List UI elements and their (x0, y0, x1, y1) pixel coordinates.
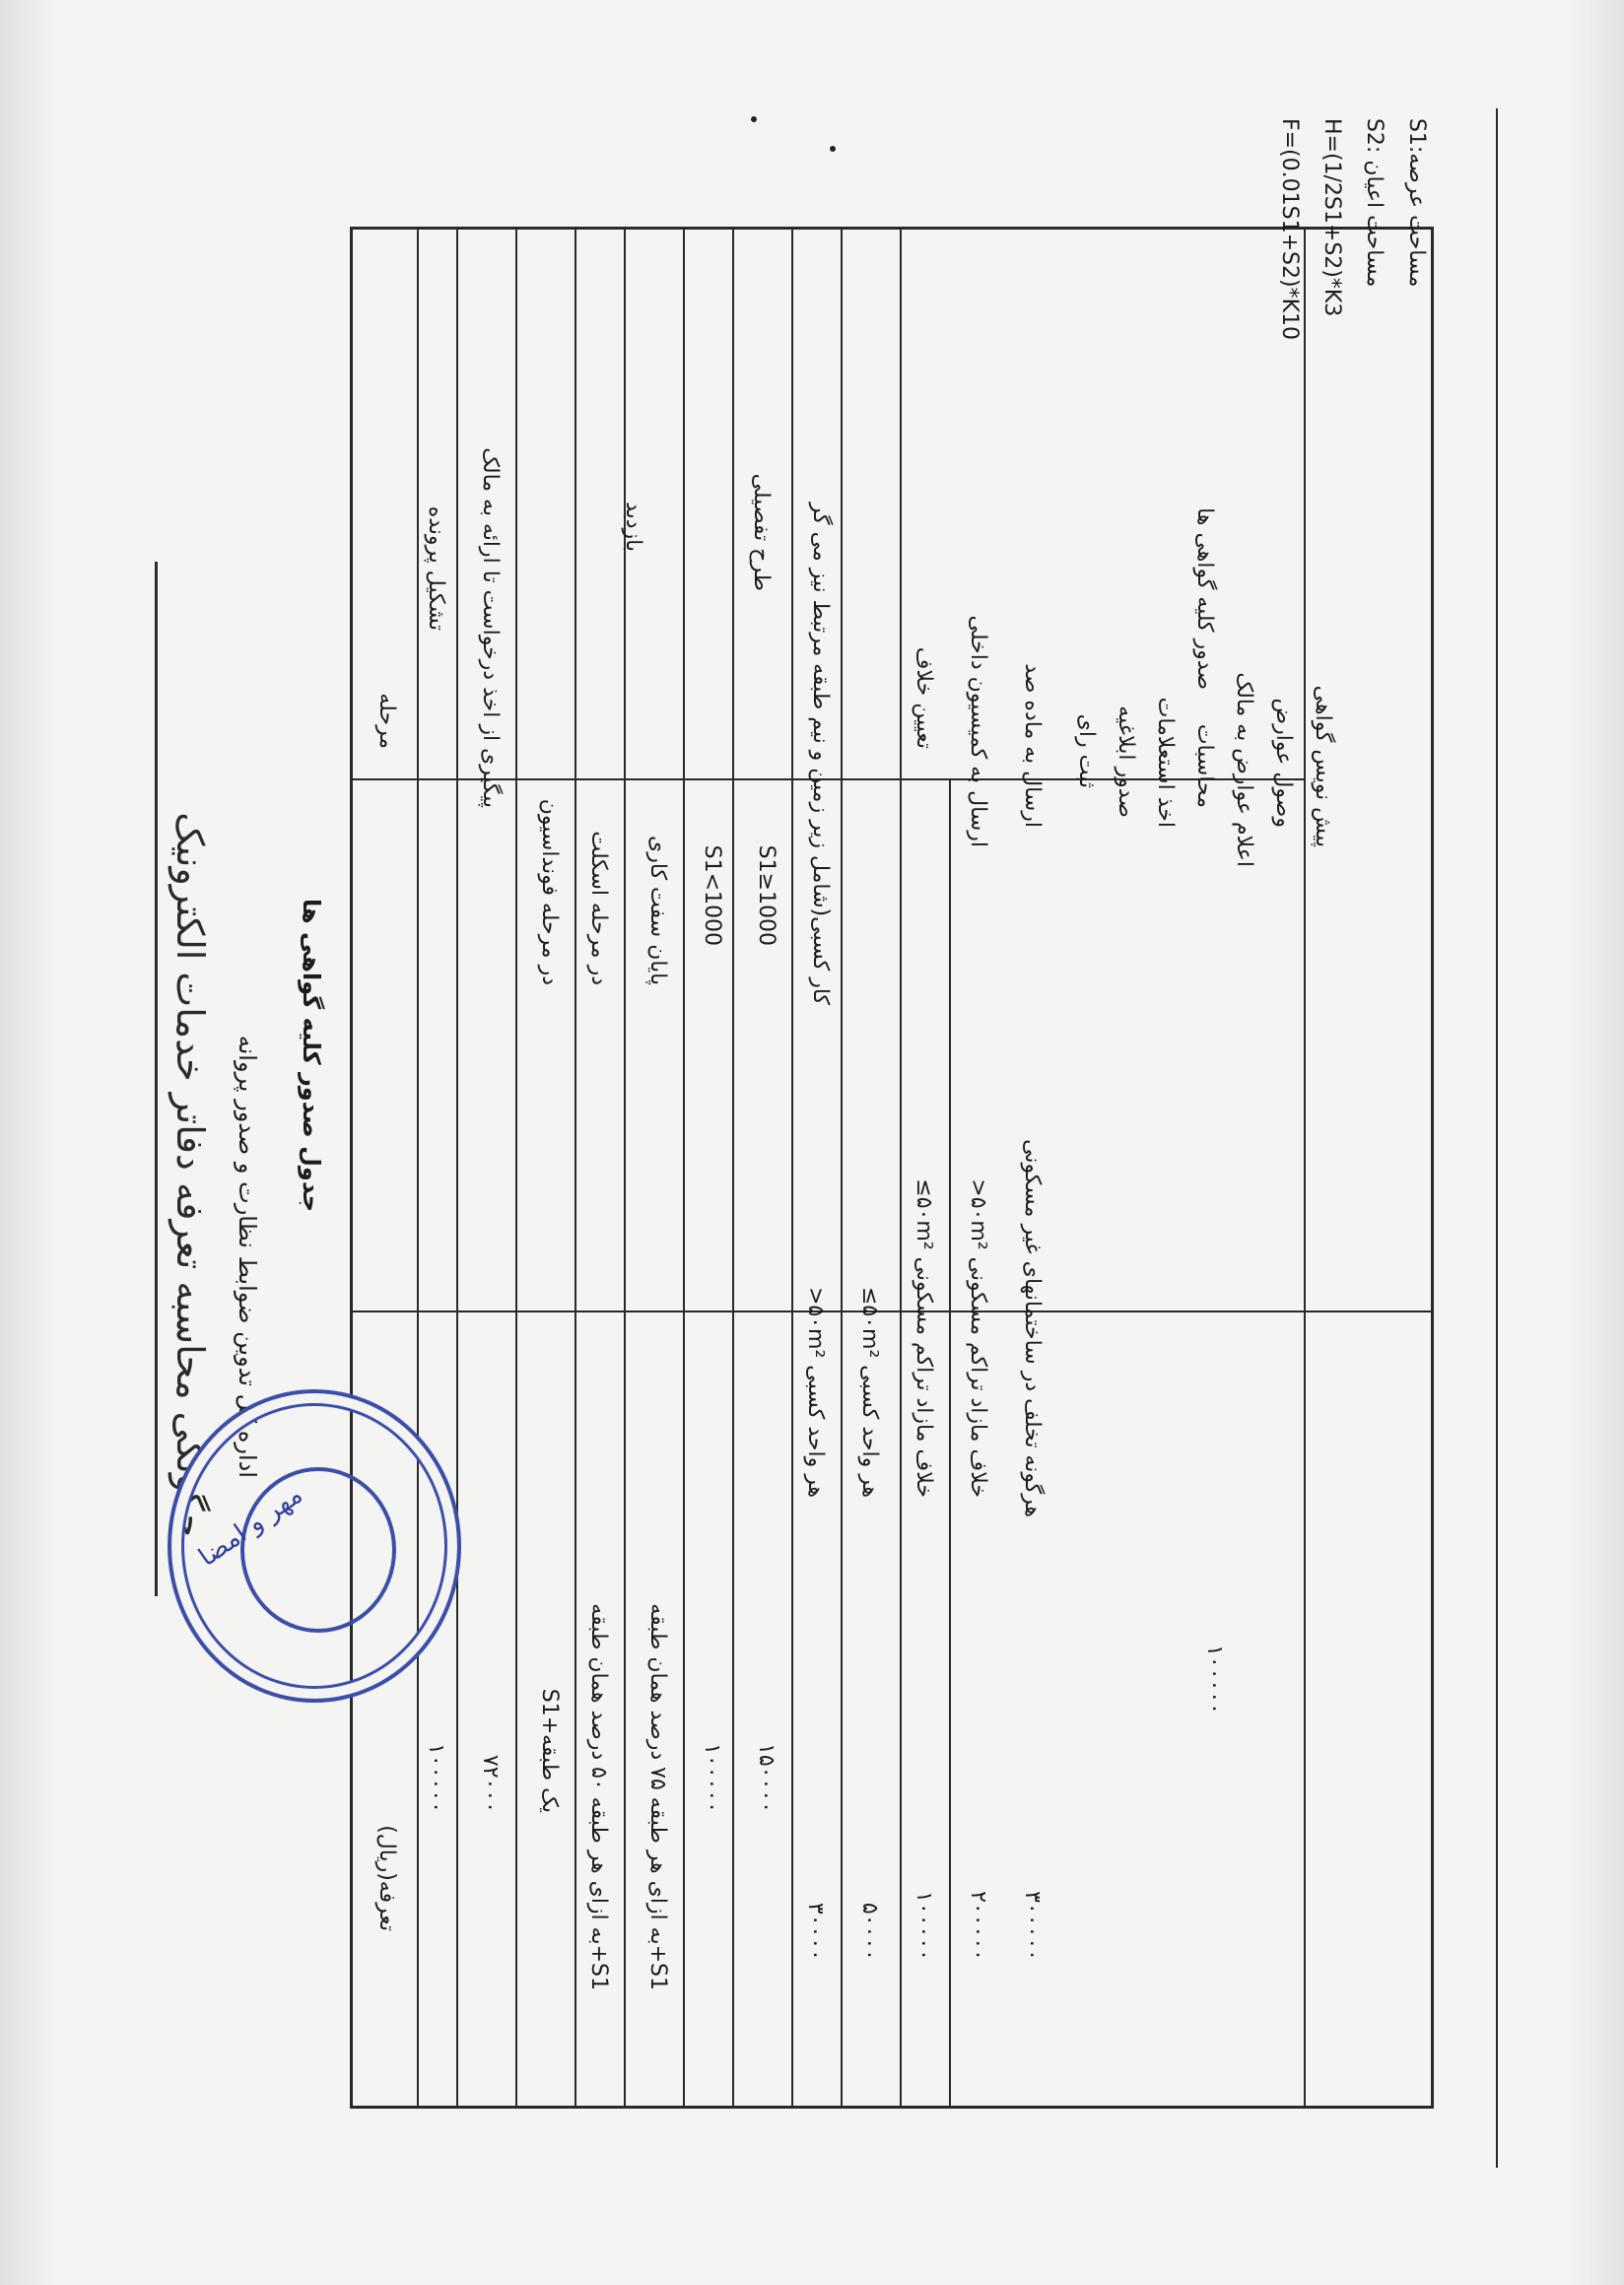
table-caption: جدول صدور کلیه گواهی ها (298, 898, 325, 1212)
row-business-label: کار کسبی(شامل زیر زمین و نیم طبقه مرتبط نیز می گر (808, 503, 833, 1005)
scan-speck (830, 146, 836, 152)
certificates-item: پیش نویس گواهی (1311, 685, 1335, 847)
row-visit-skeleton-label: در مرحله اسکلت (586, 831, 611, 985)
row-visit-finish-fee: S1+به ازای هر طبقه ۷۵ درصد همان طبقه (645, 1603, 670, 1990)
certificates-item: محاسبات (1192, 723, 1217, 808)
row-business-sub1-fee: ۳۰۰۰۰ (803, 1902, 828, 1961)
header-fee: تعرفه(ریال) (374, 1825, 399, 1931)
row-violation-sub3-fee: ۳۰۰۰۰۰ (1020, 1891, 1045, 1961)
scan-speck (751, 116, 757, 122)
certificates-item: اخذ استعلامات (1153, 697, 1178, 828)
certificates-item: وصول عوارض (1271, 698, 1296, 828)
row-detail-small-fee: ۱۰۰۰۰۰ (700, 1743, 724, 1813)
row-visit-skeleton-fee: S1+به ازای هر طبقه ۵۰ درصد همان طبقه (586, 1603, 611, 1990)
formula-block (1259, 118, 1429, 340)
row-article100-label: ارسال به ماده صد (1020, 663, 1045, 828)
formula-s2: S2: مساحت اعیان (1362, 117, 1387, 288)
formula-f: F=(0.01S1+S2)*K10 (1277, 117, 1302, 340)
certificates-item: اعلام عوارض به مالک (1232, 672, 1256, 867)
row-visit-foundation-label: در مرحله فونداسیون (537, 798, 562, 985)
row-file-creation-fee: ۱۰۰۰۰۰ (424, 1743, 448, 1813)
row-violation-label: تعیین خلاف (912, 646, 936, 749)
document-frame (118, 108, 1498, 2168)
stamp-inner-ring (240, 1467, 396, 1633)
row-violation-sub2-label: خلاف مازاد تراکم مسکونی ۵۰m²< (966, 1178, 990, 1498)
row-violation-sub1-fee: ۱۰۰۰۰۰ (912, 1891, 936, 1961)
row-violation-sub3-label: هرگونه تخلف در ساختمانهای غیر مسکونی (1020, 1139, 1045, 1517)
row-visit-foundation-fee: یک طبقه+S1 (537, 1688, 562, 1813)
rotated-document (118, 108, 1498, 2168)
row-detail-large-label: S1≥1000 (754, 844, 778, 946)
page-border-top (1496, 108, 1498, 2168)
page-subtitle: اداره کل تدوین ضوابط نظارت و صدور پروانه (234, 1035, 261, 1478)
visit-group-label: بازدید (621, 502, 645, 552)
row-followup-fee: ۷۲۰۰۰ (478, 1754, 503, 1813)
row-business-sub2-label: هر واحد کسبی ۵۰m²≥ (857, 1286, 882, 1498)
stamp-signature: مهر و امضا (193, 1480, 308, 1573)
formula-s1: S1:مساحت عرصه (1404, 117, 1429, 288)
row-violation-sub1-label: خلاف مازاد تراکم مسکونی ۵۰m²≥ (912, 1178, 936, 1498)
title-underline (155, 562, 158, 1596)
formula-h: H=(1/2S1+S2)*K3 (1320, 117, 1344, 317)
row-followup-label: پیگیری از اخذ درخواست تا ارائه به مالک (478, 447, 503, 808)
row-business-sub2-fee: ۵۰۰۰۰ (857, 1902, 882, 1961)
row-detail-small-label: S1<1000 (700, 844, 724, 946)
page-title: چگونگی محاسبه تعرفه دفاتر خدمات الکترونیک (169, 812, 212, 1537)
fee-table (350, 227, 1434, 2109)
official-stamp (168, 1389, 461, 1703)
certificates-item: صدور ابلاغیه (1114, 706, 1138, 818)
detail-group-label: طرح تفصیلی (749, 473, 774, 591)
row-business-sub1-label: هر واحد کسبی ۵۰m²< (803, 1286, 828, 1498)
row-commission-label: ارسال به کمیسیون داخلی (966, 615, 990, 847)
row-violation-sub2-fee: ۲۰۰۰۰۰ (966, 1891, 990, 1961)
certificates-group-label: صدور کلیه گواهی ها (1192, 507, 1217, 690)
certificates-item: ثبت رای (1074, 713, 1099, 788)
row-visit-finish-label: پایان سفت کاری (645, 836, 670, 985)
certificates-fee: ۱۰۰۰۰۰ (1202, 1645, 1227, 1714)
row-detail-large-fee: ۱۵۰۰۰۰ (754, 1743, 778, 1813)
header-stage: مرحله (374, 693, 399, 749)
row-file-creation-label: تشکیل پرونده (424, 505, 448, 631)
